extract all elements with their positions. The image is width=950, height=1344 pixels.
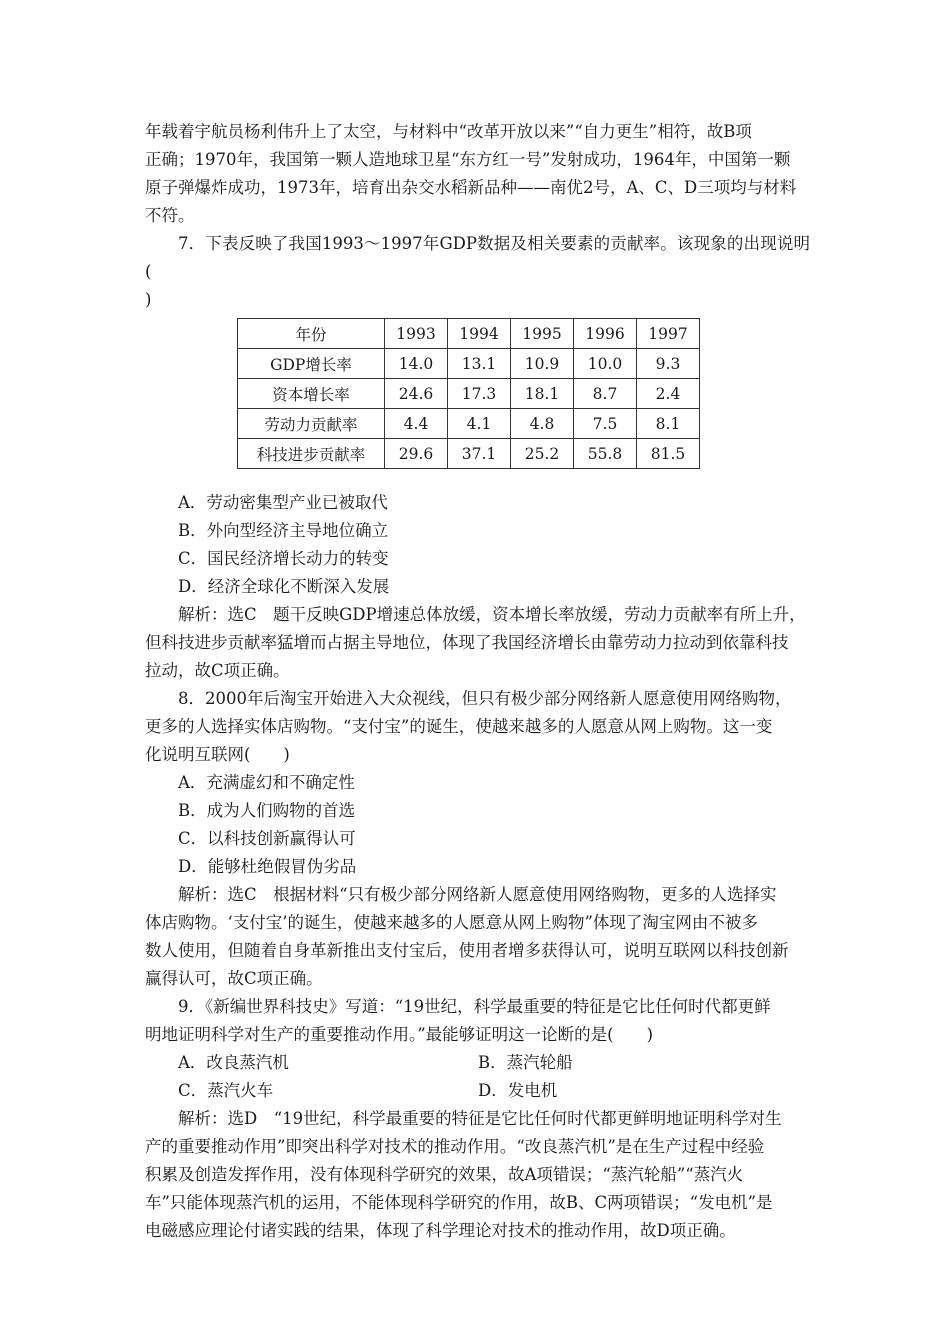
option-b: B．成为人们购物的首选 xyxy=(178,801,356,820)
text-line: 产的重要推动作用”即突出科学对技术的推动作用。“改良蒸汽机”是在生产过程中经验 xyxy=(145,1137,765,1156)
option-d: D．能够杜绝假冒伪劣品 xyxy=(178,857,357,876)
text-line: 拉动，故C项正确。 xyxy=(145,661,290,680)
table-cell: 13.1 xyxy=(448,349,511,379)
text-line: 原子弹爆炸成功，1973年，培育出杂交水稻新品种——南优2号，A、C、D三项均与材料 xyxy=(145,178,797,197)
option-d: D．发电机 xyxy=(478,1081,558,1100)
table-cell: 18.1 xyxy=(511,379,574,409)
table-row xyxy=(238,349,700,379)
question-8-stem: 8．2000年后淘宝开始进入大众视线，但只有极少部分网络新人愿意使用网络购物， xyxy=(178,689,792,708)
question-7-stem-continued: ) xyxy=(145,290,152,309)
table-cell: 8.1 xyxy=(637,409,700,439)
gdp-data-table xyxy=(237,318,700,469)
table-row xyxy=(238,409,700,439)
spacer xyxy=(145,469,810,489)
question-9 xyxy=(145,993,810,1245)
question-7 xyxy=(145,230,810,685)
table-cell: 17.3 xyxy=(448,379,511,409)
table-header-row xyxy=(238,319,700,349)
text-line: 但科技进步贡献率猛增而占据主导地位，体现了我国经济增长由靠劳动力拉动到依靠科技 xyxy=(145,633,789,652)
table-header-cell: 1997 xyxy=(637,319,700,349)
table-cell: 10.0 xyxy=(574,349,637,379)
options-row xyxy=(145,1077,810,1105)
table-header-cell: 1993 xyxy=(385,319,448,349)
options-row xyxy=(145,1049,810,1077)
text-line: 数人使用，但随着自身革新推出支付宝后，使用者增多获得认可，说明互联网以科技创新 xyxy=(145,941,789,960)
table-cell: 25.2 xyxy=(511,439,574,469)
table-row xyxy=(238,439,700,469)
text-line: 车”只能体现蒸汽机的运用，不能体现科学研究的作用，故B、C两项错误；“发电机”是 xyxy=(145,1193,773,1212)
table-cell: 4.1 xyxy=(448,409,511,439)
question-8-analysis: 解析：选C 根据材料“只有极少部分网络新人愿意使用网络购物，更多的人选择实 xyxy=(178,885,777,904)
option-d: D．经济全球化不断深入发展 xyxy=(178,577,390,596)
text-line: 明地证明科学对生产的重要推动作用。”最能够证明这一论断的是( ) xyxy=(145,1025,654,1044)
option-c: C．以科技创新赢得认可 xyxy=(178,829,356,848)
question-9-analysis: 解析：选D “19世纪，科学最重要的特征是它比任何时代都更鲜明地证明科学对生 xyxy=(178,1109,782,1128)
table-header-cell: 1996 xyxy=(574,319,637,349)
text-line: 体店购物。‘支付宝’的诞生，使越来越多的人愿意从网上购物”体现了淘宝网由不被多 xyxy=(145,913,758,932)
question-8 xyxy=(145,685,810,993)
previous-analysis-continuation xyxy=(145,118,810,230)
text-line: 积累及创造发挥作用，没有体现科学研究的效果，故A项错误；“蒸汽轮船”“蒸汽火 xyxy=(145,1165,744,1184)
text-line: 正确；1970年，我国第一颗人造地球卫星“东方红一号”发射成功，1964年，中国第一颗 xyxy=(145,150,791,169)
table-cell: 7.5 xyxy=(574,409,637,439)
option-b: B．外向型经济主导地位确立 xyxy=(178,521,389,540)
table-cell: 10.9 xyxy=(511,349,574,379)
table-cell: 81.5 xyxy=(637,439,700,469)
option-a: A．劳动密集型产业已被取代 xyxy=(178,493,388,512)
table-cell: 2.4 xyxy=(637,379,700,409)
table-cell: 29.6 xyxy=(385,439,448,469)
question-7-analysis: 解析：选C 题干反映GDP增速总体放缓，资本增长率放缓，劳动力贡献率有所上升， xyxy=(178,605,806,624)
table-header-cell: 1995 xyxy=(511,319,574,349)
text-line: 年载着宇航员杨利伟升上了太空，与材料中“改革开放以来”“自力更生”相符，故B项 xyxy=(145,122,752,141)
table-cell: 37.1 xyxy=(448,439,511,469)
table-cell: 9.3 xyxy=(637,349,700,379)
question-9-stem: 9．《新编世界科技史》写道：“19世纪，科学最重要的特征是它比任何时代都更鲜 xyxy=(178,997,771,1016)
table-cell: 4.8 xyxy=(511,409,574,439)
text-line: 赢得认可，故C项正确。 xyxy=(145,969,323,988)
table-cell: GDP增长率 xyxy=(238,349,385,379)
page-content xyxy=(145,118,810,1245)
question-7-stem: 7．下表反映了我国1993～1997年GDP数据及相关要素的贡献率。该现象的出现说明( xyxy=(145,234,810,281)
option-c: C．国民经济增长动力的转变 xyxy=(178,549,389,568)
table-cell: 资本增长率 xyxy=(238,379,385,409)
text-line: 化说明互联网( ) xyxy=(145,745,290,764)
text-line: 电磁感应理论付诸实践的结果，体现了科学理论对技术的推动作用，故D项正确。 xyxy=(145,1221,736,1240)
option-a: A．充满虚幻和不确定性 xyxy=(178,773,355,792)
table-cell: 4.4 xyxy=(385,409,448,439)
text-line: 不符。 xyxy=(145,206,195,225)
table-cell: 55.8 xyxy=(574,439,637,469)
table-cell: 劳动力贡献率 xyxy=(238,409,385,439)
table-header-cell: 年份 xyxy=(238,319,385,349)
table-cell: 8.7 xyxy=(574,379,637,409)
table-cell: 24.6 xyxy=(385,379,448,409)
option-a: A．改良蒸汽机 xyxy=(178,1053,289,1072)
table-cell: 14.0 xyxy=(385,349,448,379)
table-row xyxy=(238,379,700,409)
table-header-cell: 1994 xyxy=(448,319,511,349)
option-b: B．蒸汽轮船 xyxy=(478,1053,573,1072)
text-line: 更多的人选择实体店购物。“支付宝”的诞生，使越来越多的人愿意从网上购物。这一变 xyxy=(145,717,773,736)
table-cell: 科技进步贡献率 xyxy=(238,439,385,469)
option-c: C．蒸汽火车 xyxy=(178,1081,274,1100)
